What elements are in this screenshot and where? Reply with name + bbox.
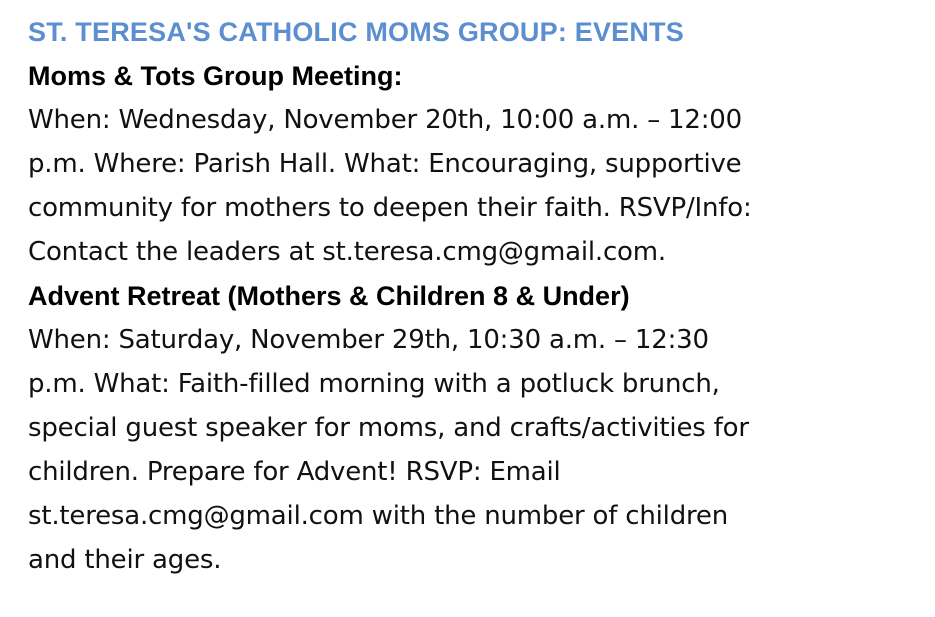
event-text-line: st.teresa.cmg@gmail.com with the number of children xyxy=(28,501,728,531)
event-advent-retreat xyxy=(28,274,923,582)
event-moms-tots xyxy=(28,54,923,274)
event-text-line: Contact the leaders at st.teresa.cmg@gmail.com. xyxy=(28,237,666,267)
event-text-line: When: Saturday, November 29th, 10:30 a.m. – 12:30 xyxy=(28,325,709,355)
event-text-line: and their ages. xyxy=(28,545,222,575)
events-document xyxy=(28,10,923,582)
event-text-line: special guest speaker for moms, and crafts/activities for xyxy=(28,413,749,443)
page-title: ST. TERESA'S CATHOLIC MOMS GROUP: EVENTS xyxy=(28,17,684,47)
event-title: Advent Retreat (Mothers & Children 8 & Under) xyxy=(28,281,630,311)
event-text-line: community for mothers to deepen their faith. RSVP/Info: xyxy=(28,193,752,223)
event-text-line: p.m. Where: Parish Hall. What: Encouraging, supportive xyxy=(28,149,742,179)
event-text-line: p.m. What: Faith-filled morning with a potluck brunch, xyxy=(28,369,720,399)
event-text-line: When: Wednesday, November 20th, 10:00 a.m. – 12:00 xyxy=(28,105,742,135)
event-text-line: children. Prepare for Advent! RSVP: Email xyxy=(28,457,561,487)
event-title: Moms & Tots Group Meeting: xyxy=(28,61,403,91)
